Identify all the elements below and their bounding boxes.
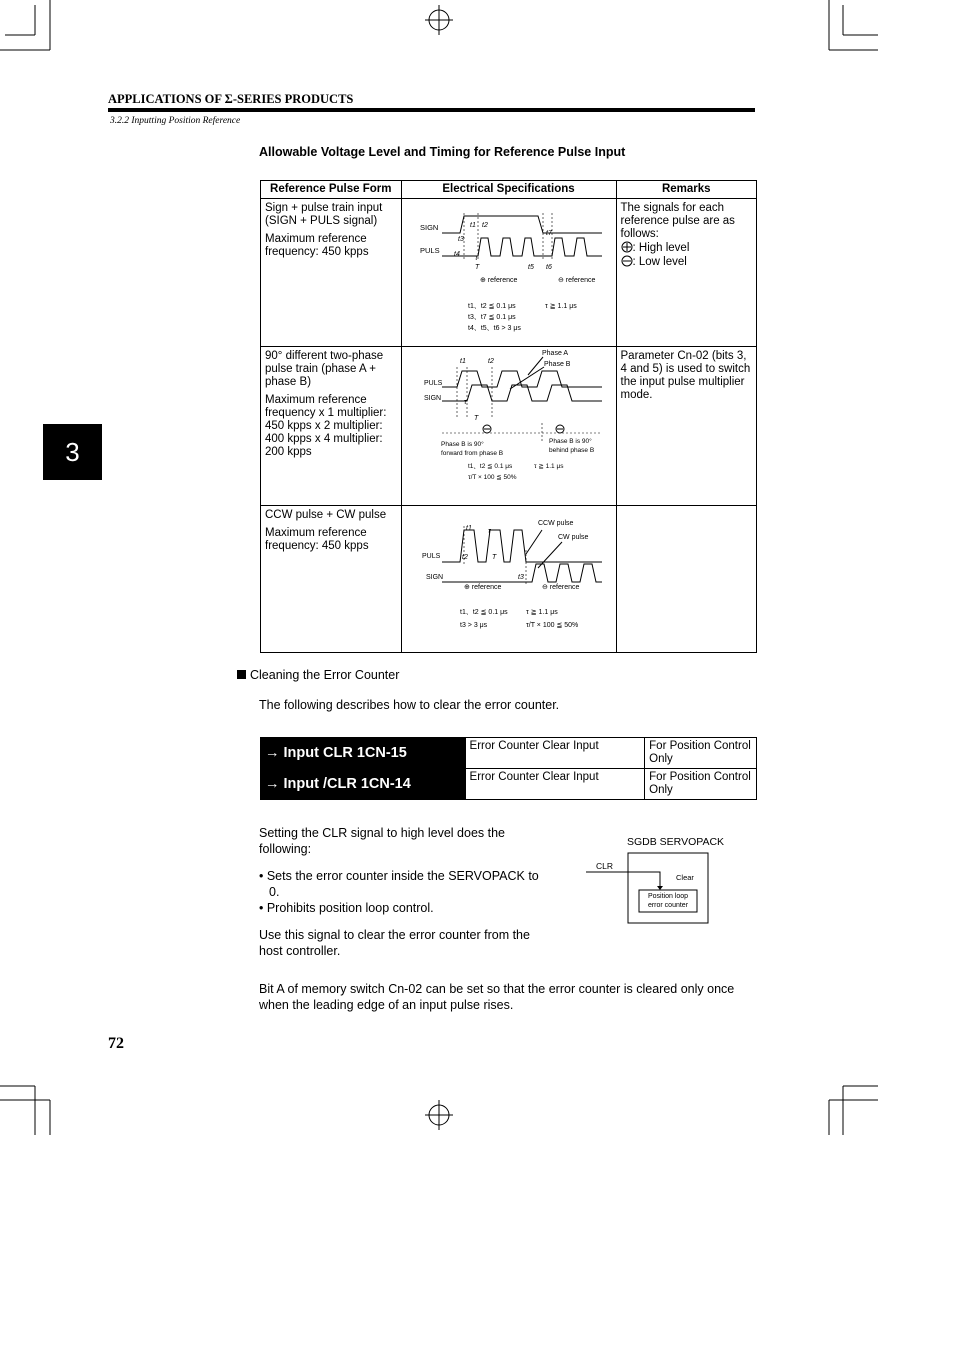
cleaning-title: Cleaning the Error Counter [250,668,400,682]
body-paragraph: Bit A of memory switch Cn-02 can be set so that the error counter is cleared only once when the leading edge of an input pulse rises. [259,982,735,1012]
condition-text: τ/T × 100 ≦ 50% [467,474,517,481]
timing-diagram-cell [401,199,616,347]
period-label: T [474,264,479,271]
col-header-remarks: Remarks [616,181,757,199]
tau-label: τ [474,255,478,262]
body-paragraph: Use this signal to clear the error counter from the host controller. [259,928,530,958]
condition-text: τ ≧ 1.1 μs [525,609,558,616]
header-title: APPLICATIONS OF Σ-SERIES PRODUCTS [108,92,354,106]
page-number: 72 [108,1035,124,1052]
condition-text: τ ≧ 1.1 μs [544,303,577,310]
cleaning-intro: The following describes how to clear the error counter. [259,698,560,712]
timing-diagram-two-phase [402,347,616,501]
condition-text: t3、t7 ≦ 0.1 μs [467,314,516,321]
bullet-list [259,868,544,916]
table-row [261,506,757,653]
square-bullet-icon [237,670,246,679]
col-header-electrical: Electrical Specifications [401,181,616,199]
ccw-pulse-label: CCW pulse [537,520,573,527]
form-text: CCW pulse + CW pulse [265,509,387,521]
high-level-text: : High level [632,242,690,254]
form-text: Maximum reference frequency x 1 multiplier: 450 kpps x 2 multiplier: 400 kpps x 4 multiplier: 200 kpps [265,394,387,458]
plus-reference-label: ⊕ reference [479,277,517,284]
timing-diagram-cell [401,347,616,506]
cw-pulse-label: CW pulse [557,534,588,541]
block-label: error counter [647,902,689,909]
table-row [261,347,757,506]
plus-reference-label: ⊕ reference [463,584,501,591]
timing-diagram-ccw-cw [402,506,616,648]
t3-label: t3 [517,574,524,581]
t1-label: t1 [459,358,466,365]
t2-label: t2 [481,222,488,229]
condition-text: t3 > 3 μs [459,622,487,629]
phase-b-label: Phase B [543,361,570,368]
signal-table [260,737,757,800]
chapter-tab: 3 [43,424,102,480]
remarks-cell [616,199,757,347]
tau-label: τ [463,399,467,406]
puls-label: PULS [419,246,440,255]
signal-note: For Position Control Only [645,769,757,800]
t2-label: t2 [487,358,494,365]
remarks-text: The signals for each reference pulse are as follows: [620,202,735,240]
timing-diagram-sign-pulse [402,199,616,342]
t2-label: t2 [461,554,468,561]
table-row [261,738,757,769]
condition-text: t1、t2 ≦ 0.1 μs [467,463,512,470]
t7-label: t7 [545,230,552,237]
phase-a-label: Phase A [541,350,568,357]
body-text-block [259,825,544,959]
spec-table-header [261,181,757,199]
sign-label: SIGN [425,574,443,581]
signal-desc: Error Counter Clear Input [465,738,645,769]
arrow-icon [657,886,663,890]
clear-label: Clear [676,873,694,882]
puls-label: PULS [421,553,440,560]
clr-input-label: CLR [596,861,614,871]
remarks-cell [616,347,757,506]
servopack-diagram [580,832,740,932]
plus-circle-icon [621,241,633,253]
condition-text: t1、t2 ≦ 0.1 μs [467,303,516,310]
block-label: Position loop [647,893,689,900]
form-cell [261,506,402,653]
form-cell [261,199,402,347]
low-level-row [621,255,753,269]
form-text: 90° different two-phase pulse train (phase A + phase B) [265,350,384,388]
high-level-row [621,241,753,255]
signal-desc: Error Counter Clear Input [465,769,645,800]
t1-label: t1 [469,222,476,229]
tau-label: τ [487,528,491,535]
table-row [261,199,757,347]
t1-label: t1 [465,525,472,532]
servopack-title: SGDB SERVOPACK [627,836,725,848]
spec-table [260,180,757,653]
form-cell [261,347,402,506]
period-label: T [491,554,496,561]
low-level-text: : Low level [632,256,687,268]
condition-text: t4、t5、t6 > 3 μs [467,325,521,332]
header-rule [108,108,755,112]
t5-label: t5 [527,264,534,271]
condition-text: t1、t2 ≦ 0.1 μs [459,609,508,616]
signal-name: → Input /CLR 1CN-14 [261,769,466,800]
list-item: • Prohibits position loop control. [259,901,434,915]
condition-text: τ/T × 100 ≦ 50% [525,622,578,629]
t6-label: t6 [545,264,552,271]
remarks-text: Parameter Cn-02 (bits 3, 4 and 5) is used to switch the input pulse multiplier mode. [620,350,751,401]
behind-note: Phase B is 90° behind phase B [548,438,594,454]
form-text: Sign + pulse train input (SIGN + PULS signal) [265,202,383,227]
timing-diagram-cell [401,506,616,653]
sign-label: SIGN [419,223,438,232]
clr-line [586,872,660,888]
col-header-form: Reference Pulse Form [261,181,402,199]
sign-label: SIGN [423,395,441,402]
puls-label: PULS [423,380,442,387]
forward-note: Phase B is 90° forward from phase B [440,441,503,457]
period-label: T [473,415,478,422]
form-text: Maximum reference frequency: 450 kpps [265,527,369,552]
condition-text: τ ≧ 1.1 μs [533,463,563,470]
section-title: Allowable Voltage Level and Timing for Reference Pulse Input [259,145,626,159]
signal-note: For Position Control Only [645,738,757,769]
minus-reference-label: ⊖ reference [541,584,579,591]
remarks-cell [616,506,757,653]
minus-circle-icon [621,255,633,267]
body-paragraph: Setting the CLR signal to high level does the following: [259,826,505,856]
header-subtitle: 3.2.2 Inputting Position Reference [110,116,241,126]
signal-name: → Input CLR 1CN-15 [261,738,466,769]
t4-label: t4 [453,251,460,258]
minus-reference-label: ⊖ reference [557,277,595,284]
table-row [261,769,757,800]
cleaning-heading [237,668,399,682]
list-item: • Sets the error counter inside the SERVOPACK to 0. [259,869,539,899]
form-text: Maximum reference frequency: 450 kpps [265,233,369,258]
t3-label: t3 [457,236,464,243]
